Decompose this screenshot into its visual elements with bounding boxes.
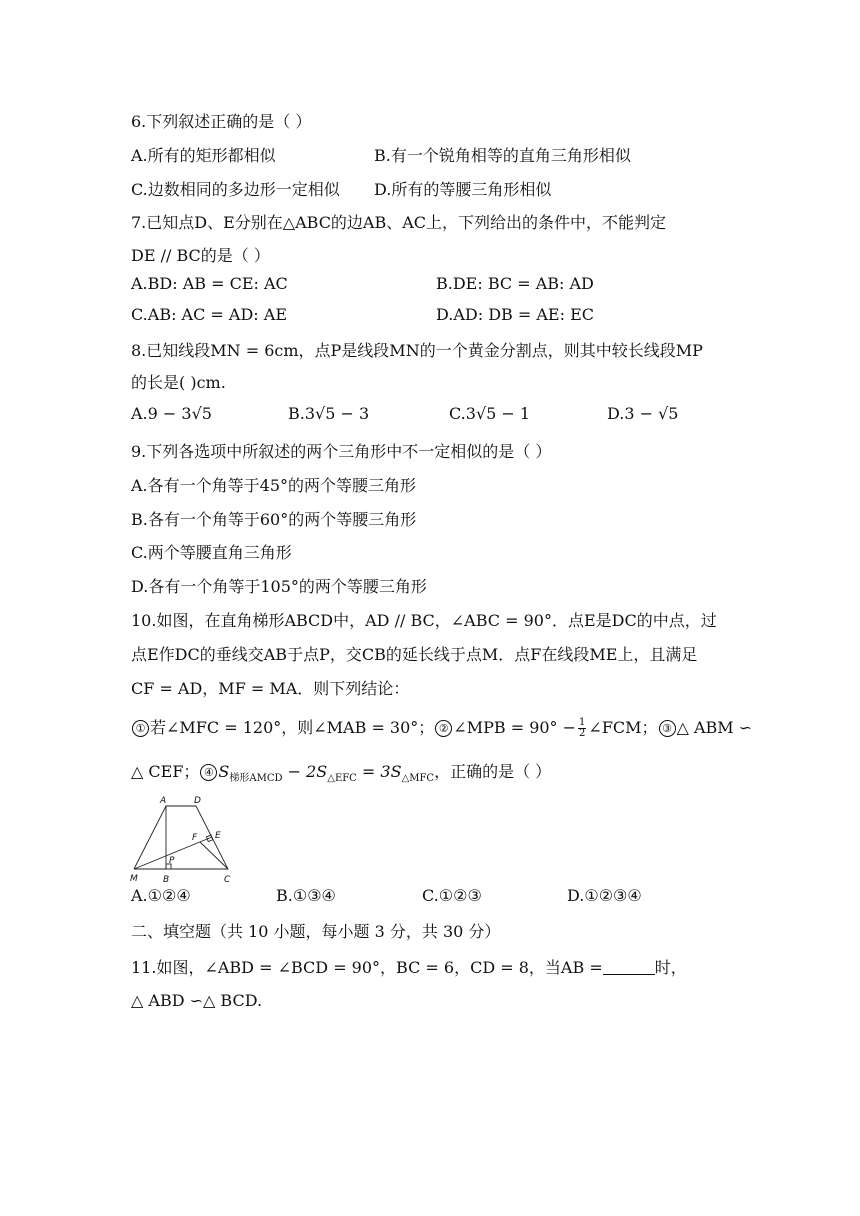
q11-stem-part2: 时， xyxy=(654,958,687,977)
conclusion-4-mid: − 2S xyxy=(282,762,328,781)
fraction-numerator: 1 xyxy=(579,717,586,728)
q10-stem-line3: CF = AD，MF = MA．则下列结论： xyxy=(131,679,410,698)
label-b: B xyxy=(163,875,170,885)
conclusion-4-sub1: 梯形AMCD xyxy=(229,773,283,784)
conclusion-4-S: S xyxy=(218,762,230,781)
conclusion-4-end: ，正确的是（ ） xyxy=(434,762,552,781)
q6-option-d: D.所有的等腰三角形相似 xyxy=(374,180,552,199)
section-2-heading: 二、填空题（共 10 小题，每小题 3 分，共 30 分） xyxy=(131,922,501,941)
conclusion-3-part2: △ CEF； xyxy=(131,762,200,781)
q8-option-c: C.3√5 − 1 xyxy=(449,404,531,423)
circled-number-2: ② xyxy=(435,720,452,737)
q9-option-a: A.各有一个角等于45°的两个等腰三角形 xyxy=(131,476,417,495)
q10-stem-line2: 点E作DC的垂线交AB于点P，交CB的延长线于点M．点F在线段ME上，且满足 xyxy=(131,645,698,664)
q10-stem-line1: 10.如图，在直角梯形ABCD中，AD // BC，∠ABC = 90°．点E是DC的中点，过 xyxy=(131,611,717,630)
q9-option-c: C.两个等腰直角三角形 xyxy=(131,543,292,562)
q10-option-c: C.①②③ xyxy=(422,886,482,905)
q9-option-d: D.各有一个角等于105°的两个等腰三角形 xyxy=(131,577,427,596)
circled-number-1: ① xyxy=(132,720,149,737)
label-f: F xyxy=(192,833,198,843)
conclusion-1: 若∠MFC = 120°，则∠MAB = 30°； xyxy=(150,718,435,737)
q8-stem-line2: 的长是( )cm. xyxy=(131,373,226,392)
q7-option-d: D.AD: DB = AE: EC xyxy=(436,305,594,324)
q6-stem: 6.下列叙述正确的是（ ） xyxy=(131,112,312,131)
q7-option-a: A.BD: AB = CE: AC xyxy=(131,274,288,293)
label-p: P xyxy=(169,856,175,866)
q11-stem-line2: △ ABD ∽△ BCD. xyxy=(131,991,263,1010)
q10-trapezoid-figure xyxy=(128,793,238,885)
q10-conclusions-line2 xyxy=(131,762,551,789)
q8-option-d: D.3 − √5 xyxy=(607,404,679,423)
answer-blank xyxy=(603,960,655,975)
conclusion-4-eq: = 3S xyxy=(356,762,402,781)
q10-option-b: B.①③④ xyxy=(276,886,336,905)
q10-option-d: D.①②③④ xyxy=(567,886,642,905)
fraction-denominator: 2 xyxy=(579,728,586,739)
q7-option-b: B.DE: BC = AB: AD xyxy=(436,274,594,293)
q8-stem-line1: 8.已知线段MN = 6cm，点P是线段MN的一个黄金分割点，则其中较长线段MP xyxy=(131,341,703,360)
conclusion-3-part1: △ ABM ∽ xyxy=(676,718,753,737)
q8-option-a: A.9 − 3√5 xyxy=(131,404,212,423)
circled-number-3: ③ xyxy=(659,720,676,737)
q9-stem: 9.下列各选项中所叙述的两个三角形中不一定相似的是（ ） xyxy=(131,442,552,461)
q11-stem-part1: 11.如图，∠ABD = ∠BCD = 90°，BC = 6，CD = 8，当AB = xyxy=(131,958,603,977)
label-c: C xyxy=(224,875,231,885)
label-m: M xyxy=(130,874,138,884)
q7-stem-line1: 7.已知点D、E分别在△ABC的边AB、AC上，下列给出的条件中，不能判定 xyxy=(131,213,667,232)
q6-option-c: C.边数相同的多边形一定相似 xyxy=(131,180,340,199)
q6-option-b: B.有一个锐角相等的直角三角形相似 xyxy=(374,146,631,165)
q9-option-b: B.各有一个角等于60°的两个等腰三角形 xyxy=(131,510,417,529)
line-c-to-f xyxy=(200,842,228,869)
label-d: D xyxy=(194,796,201,806)
q8-option-b: B.3√5 − 3 xyxy=(288,404,370,423)
conclusion-2-part2: ∠FCM； xyxy=(588,718,658,737)
conclusion-4-sub3: △MFC xyxy=(401,773,435,784)
fraction-one-half xyxy=(578,718,586,739)
q6-option-a: A.所有的矩形都相似 xyxy=(131,146,276,165)
circled-number-4: ④ xyxy=(200,764,217,781)
line-m-to-a xyxy=(134,806,166,869)
q10-option-a: A.①②④ xyxy=(131,886,191,905)
label-e: E xyxy=(215,831,221,841)
q10-conclusions-line1 xyxy=(131,718,752,739)
conclusion-2-part1: ∠MPB = 90° − xyxy=(453,718,577,737)
conclusion-4-sub2: △EFC xyxy=(327,773,357,784)
label-a: A xyxy=(160,796,167,806)
q7-option-c: C.AB: AC = AD: AE xyxy=(131,305,288,324)
q11-stem-line1 xyxy=(131,958,687,978)
q7-stem-line2: DE // BC的是（ ） xyxy=(131,246,270,265)
